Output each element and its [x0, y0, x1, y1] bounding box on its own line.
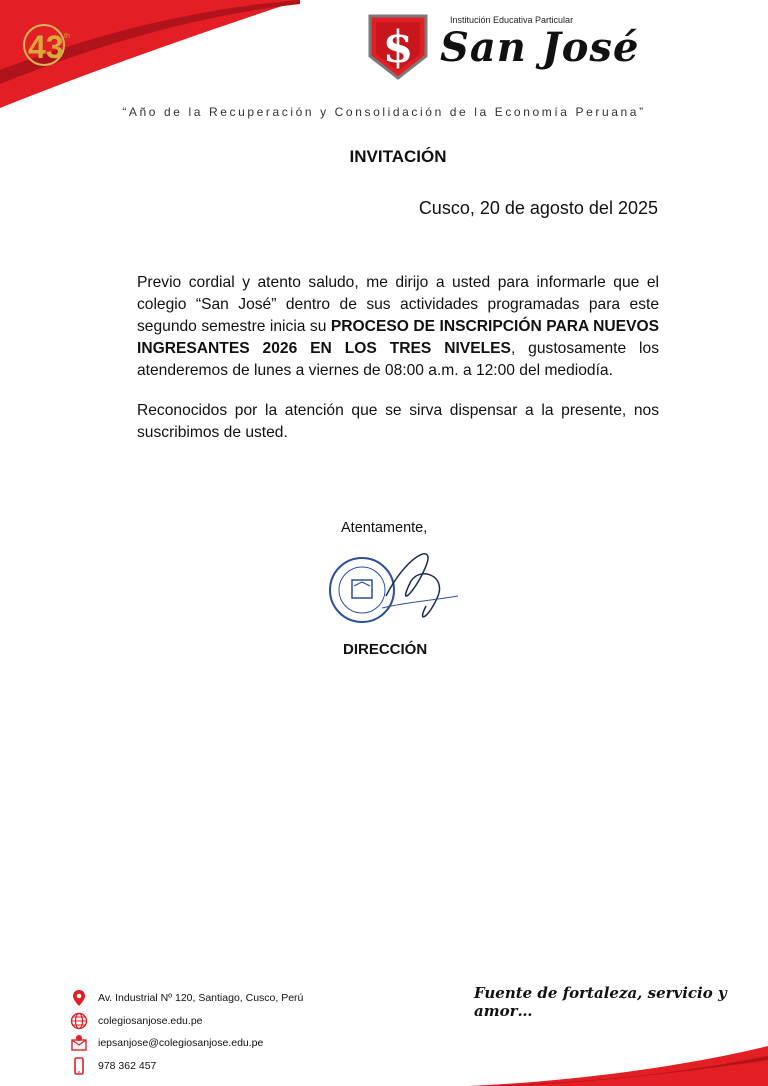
address-row [70, 987, 303, 1010]
letter-date: Cusco, 20 de agosto del 2025 [418, 198, 658, 218]
institution-label: Institución Educativa Particular [450, 15, 574, 25]
email-icon [70, 1034, 88, 1052]
stamp-signature [326, 536, 466, 636]
paragraph-2: Reconocidos por la atención que se sirva dispensar a la presente, nos suscribimos de usted. [137, 402, 659, 441]
globe-icon [70, 1012, 88, 1030]
address-text: Av. Industrial Nº 120, Santiago, Cusco, Perú [98, 992, 304, 1005]
letter-body [137, 272, 659, 462]
anniversary-suffix: th [64, 33, 70, 40]
contact-info [70, 987, 303, 1077]
year-motto: “Año de la Recuperación y Consolidación de la Economía Peruana” [122, 105, 646, 119]
school-name: San José [440, 24, 640, 71]
svg-text:$: $ [382, 22, 414, 73]
email-row [70, 1032, 303, 1055]
department-signature: DIRECCIÓN [343, 641, 428, 658]
anniversary-number: 43 [28, 29, 64, 65]
corner-swoosh-bottom [468, 1046, 768, 1086]
phone-number: 978 362 457 [98, 1059, 157, 1072]
phone-icon [70, 1057, 88, 1075]
website-row [70, 1010, 303, 1033]
closing: Atentamente, [341, 520, 428, 536]
location-pin-icon [70, 989, 88, 1007]
anniversary-badge [22, 20, 78, 70]
phone-row [70, 1055, 303, 1078]
school-tagline: Fuente de fortaleza, servicio y amor… [474, 984, 727, 1020]
email-link[interactable]: iepsanjose@colegiosanjose.edu.pe [98, 1037, 264, 1050]
letter-title: INVITACIÓN [349, 147, 447, 166]
official-stamp [330, 558, 394, 622]
paragraph-1: Previo cordial y atento saludo, me dirijo a usted para informarle que el colegio “San José” dentro de sus actividades programadas para este segundo semestre inicia su PROCESO DE INSCRIPCIÓN PARA NUEVOS INGRESANTES 2026 EN LOS TRES NIVELES, gustosamente los atenderemos de lunes a viernes de 08:00 a.m. a 12:00 del mediodía. [137, 274, 659, 379]
website-link[interactable]: colegiosanjose.edu.pe [98, 1014, 203, 1027]
enrollment-highlight: PROCESO DE INSCRIPCIÓN PARA NUEVOS INGRESANTES 2026 EN LOS TRES NIVELES [137, 318, 659, 357]
school-shield-logo [366, 12, 430, 82]
